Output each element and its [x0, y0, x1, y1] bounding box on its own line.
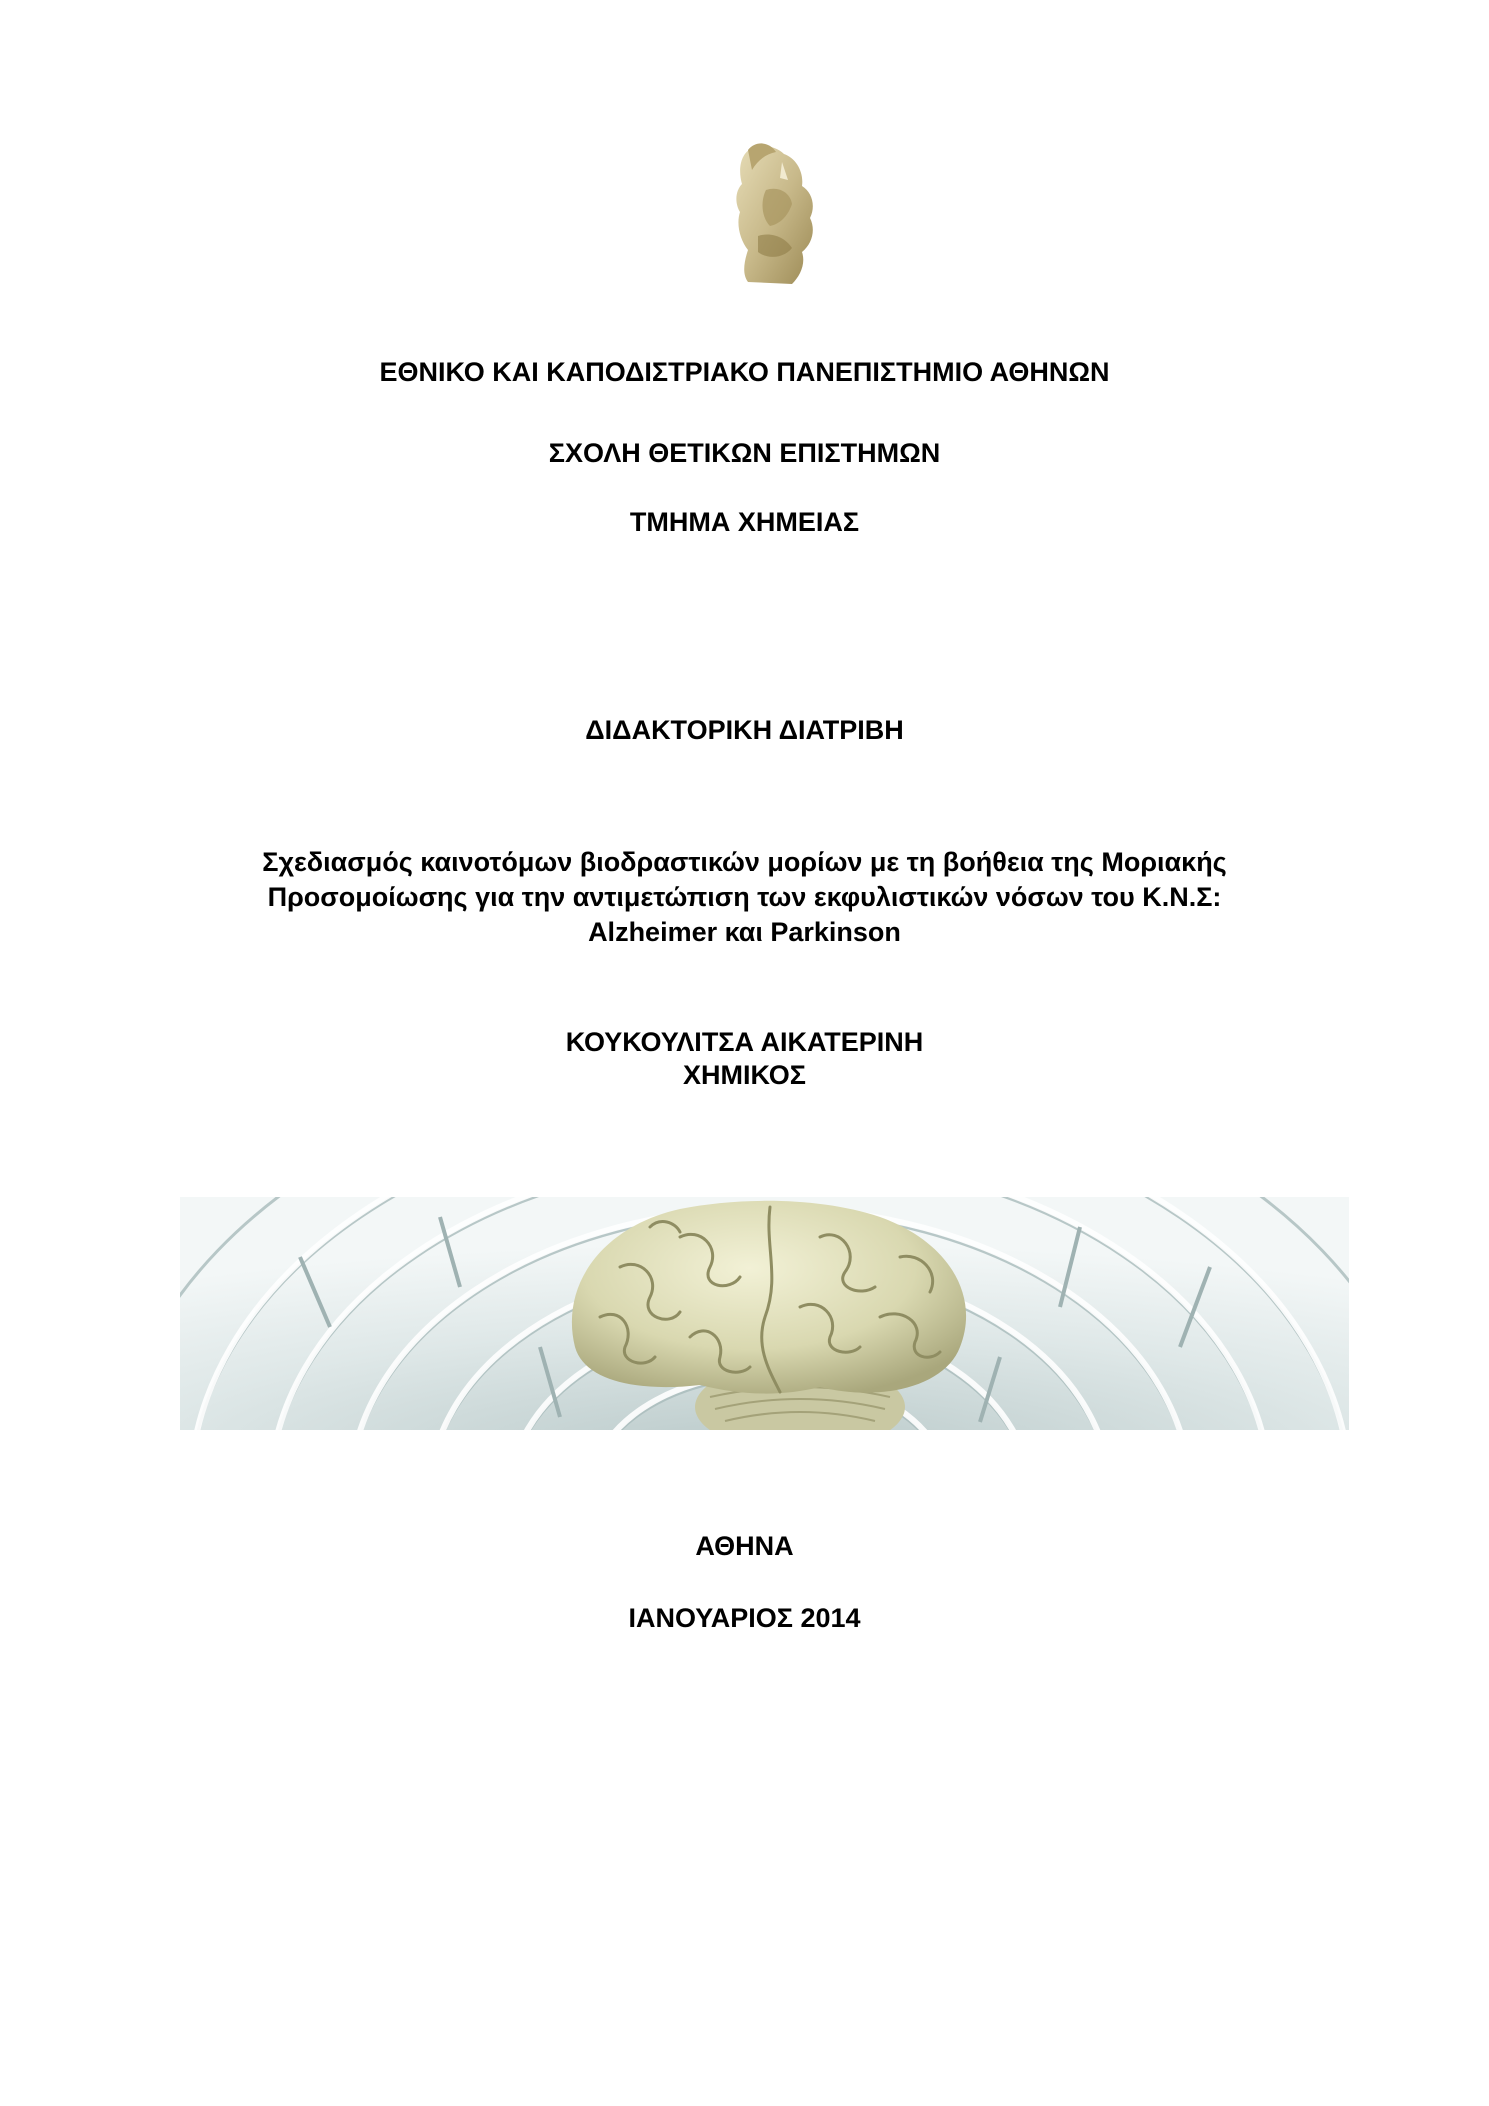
city: ΑΘΗΝΑ	[695, 1531, 794, 1561]
school-name: ΣΧΟΛΗ ΘΕΤΙΚΩΝ ΕΠΙΣΤΗΜΩΝ	[548, 438, 941, 468]
document-type: ΔΙΔΑΚΤΟΡΙΚΗ ΔΙΑΤΡΙΒΗ	[585, 715, 904, 745]
thesis-title-line-1: Σχεδιασμός καινοτόμων βιοδραστικών μορίων με τη βοήθεια της Μοριακής	[262, 847, 1227, 877]
university-name: ΕΘΝΙΚΟ ΚΑΙ ΚΑΠΟΔΙΣΤΡΙΑΚΟ ΠΑΝΕΠΙΣΤΗΜΙΟ ΑΘΗΝΩΝ	[379, 357, 1110, 387]
thesis-title-line-2: Προσομοίωσης για την αντιμετώπιση των εκφυλιστικών νόσων του Κ.Ν.Σ:	[267, 882, 1222, 912]
author-name: ΚΟΥΚΟΥΛΙΤΣΑ ΑΙΚΑΤΕΡΙΝΗ	[565, 1027, 924, 1057]
author-profession: ΧΗΜΙΚΟΣ	[683, 1060, 806, 1090]
department-name: ΤΜΗΜΑ ΧΗΜΕΙΑΣ	[629, 507, 860, 537]
athena-head-logo	[722, 140, 822, 288]
thesis-title-line-3: Alzheimer και Parkinson	[588, 917, 901, 947]
date: ΙΑΝΟΥΑΡΙΟΣ 2014	[628, 1603, 861, 1633]
brain-maze-image	[180, 1197, 1349, 1430]
